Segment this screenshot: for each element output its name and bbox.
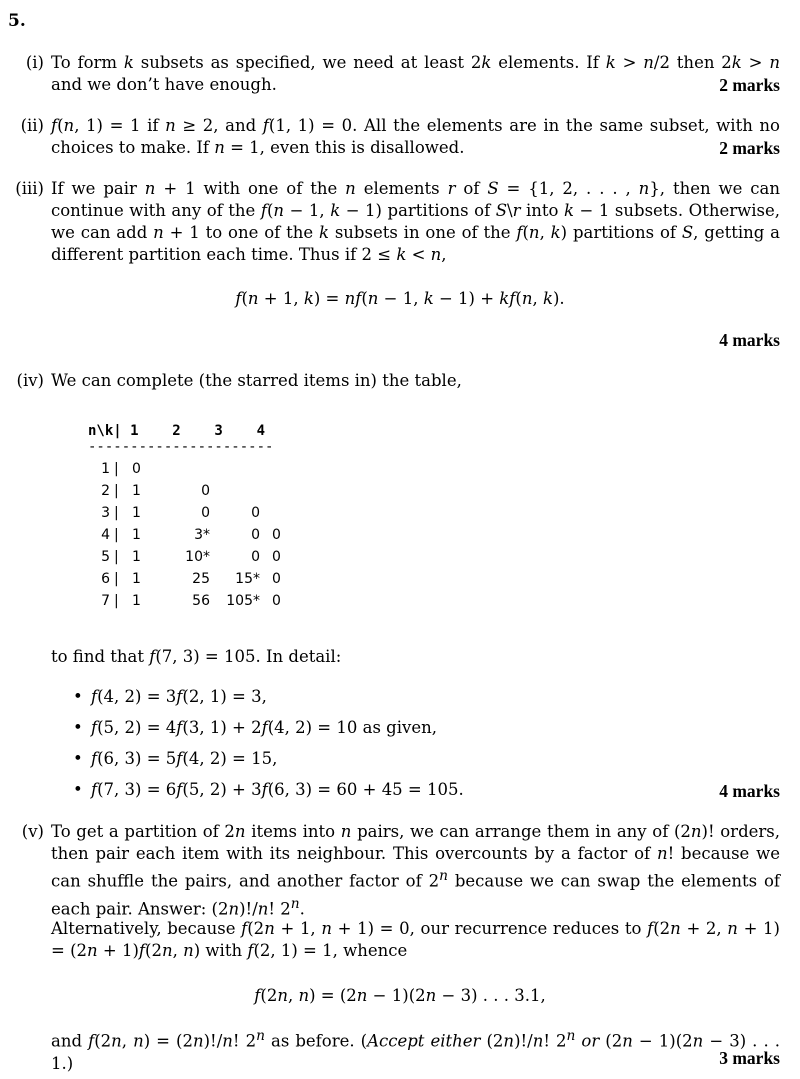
cell-k3: 0	[251, 527, 260, 543]
marks: 2 marks	[719, 75, 780, 95]
part-label: (ii)	[20, 116, 44, 135]
detail-item: • f(4, 2) = 3f(2, 1) = 3,	[51, 686, 464, 717]
cell-k2: 25	[192, 571, 210, 587]
row-n: 7	[101, 593, 110, 609]
row-n: 1	[101, 461, 110, 477]
part-text: to find that f(7, 3) = 105. In detail:	[51, 647, 342, 666]
cell-k1: 1	[132, 549, 141, 565]
row-n: 2	[101, 483, 110, 499]
cell-k1: 1	[132, 571, 141, 587]
part-text: To get a partition of 2n items into n pairs, we can arrange them in any of (2n)! orders, then pair each item with its neighbour. This overcounts by a factor of n! because we can shuffle the pairs, and another factor of 2$^n$ because we can swap the elements of each pair. Answer: (2n)!/n! 2$^n$.	[51, 822, 780, 918]
part-text: We can complete (the starred items in) the table,	[51, 371, 462, 390]
cell-k4: 0	[272, 549, 281, 565]
detail-item: • f(5, 2) = 4f(3, 1) + 2f(4, 2) = 10 as given,	[51, 717, 464, 748]
cell-k3: 105*	[226, 593, 260, 609]
cell-k3: 15*	[235, 571, 260, 587]
part-label: (iii)	[15, 179, 44, 198]
part-text: Alternatively, because f(2n + 1, n + 1) = 0, our recurrence reduces to f(2n + 2, n + 1) = (2n + 1)f(2n, n) with f(2, 1) = 1, whence	[51, 919, 780, 960]
cell-k2: 3*	[194, 527, 210, 543]
table-row	[88, 590, 281, 612]
cell-k1: 0	[132, 461, 141, 477]
question-number: 5.	[8, 11, 26, 31]
row-separator: |	[114, 483, 119, 499]
table-row	[88, 480, 273, 502]
part-text: To form k subsets as specified, we need at least 2k elements. If k > n/2 then 2k > n and we don’t have enough.	[51, 53, 780, 94]
marks: 2 marks	[719, 138, 780, 158]
product-equation: f(2n, n) = (2n − 1)(2n − 3) . . . 3.1,	[254, 986, 546, 1005]
cell-k3: 0	[251, 505, 260, 521]
row-separator: |	[114, 593, 119, 609]
table-row	[88, 524, 281, 546]
row-separator: |	[114, 461, 119, 477]
detail-item: • f(6, 3) = 5f(4, 2) = 15,	[51, 748, 464, 779]
cell-k1: 1	[132, 527, 141, 543]
part-label: (v)	[21, 822, 44, 841]
row-n: 5	[101, 549, 110, 565]
row-separator: |	[114, 571, 119, 587]
part-label: (iv)	[16, 371, 44, 390]
cell-k4: 0	[272, 571, 281, 587]
part-text: f(n, 1) = 1 if n ≥ 2, and f(1, 1) = 0. All the elements are in the same subset, with no choices to make. If n = 1, even this is disallowed.	[51, 116, 780, 157]
cell-k2: 56	[192, 593, 210, 609]
table-body	[88, 458, 281, 612]
table-row	[88, 568, 281, 590]
row-separator: |	[114, 505, 119, 521]
table-rule: ----------------------	[88, 439, 274, 455]
table-row	[88, 458, 273, 480]
marks: 3 marks	[719, 1048, 780, 1068]
table-header: n\k| 1 2 3 4	[88, 423, 266, 439]
row-separator: |	[114, 549, 119, 565]
cell-k2: 0	[201, 483, 210, 499]
part-text: If we pair n + 1 with one of the n elements r of S = {1, 2, . . . , n}, then we can continue with any of the f(n − 1, k − 1) partitions of S\r into k − 1 subsets. Otherwise, we can add n + 1 to one of the k subsets in one of the f(n, k) partitions of S, getting a different partition each time. Thus if 2 ≤ k < n,	[51, 179, 781, 264]
cell-k4: 0	[272, 593, 281, 609]
row-n: 6	[101, 571, 110, 587]
marks: 4 marks	[719, 330, 780, 350]
table-row	[88, 502, 273, 524]
detail-list	[51, 686, 464, 810]
cell-k1: 1	[132, 593, 141, 609]
detail-item: • f(7, 3) = 6f(5, 2) + 3f(6, 3) = 60 + 45 = 105.	[51, 779, 464, 810]
row-separator: |	[114, 527, 119, 543]
cell-k2: 0	[201, 505, 210, 521]
row-n: 3	[101, 505, 110, 521]
table-row	[88, 546, 281, 568]
row-n: 4	[101, 527, 110, 543]
cell-k1: 1	[132, 483, 141, 499]
recurrence-equation: f(n + 1, k) = nf(n − 1, k − 1) + kf(n, k).	[235, 289, 565, 308]
cell-k4: 0	[272, 527, 281, 543]
part-label: (i)	[25, 53, 44, 72]
cell-k2: 10*	[185, 549, 210, 565]
partition-table	[88, 420, 281, 612]
cell-k3: 0	[251, 549, 260, 565]
part-text: and f(2n, n) = (2n)!/n! 2$^n$ as before. (Accept either (2n)!/n! 2$^n$ or (2n − 1)(2n − 3) . . . 1.)	[51, 1028, 780, 1073]
cell-k1: 1	[132, 505, 141, 521]
marks: 4 marks	[719, 781, 780, 801]
